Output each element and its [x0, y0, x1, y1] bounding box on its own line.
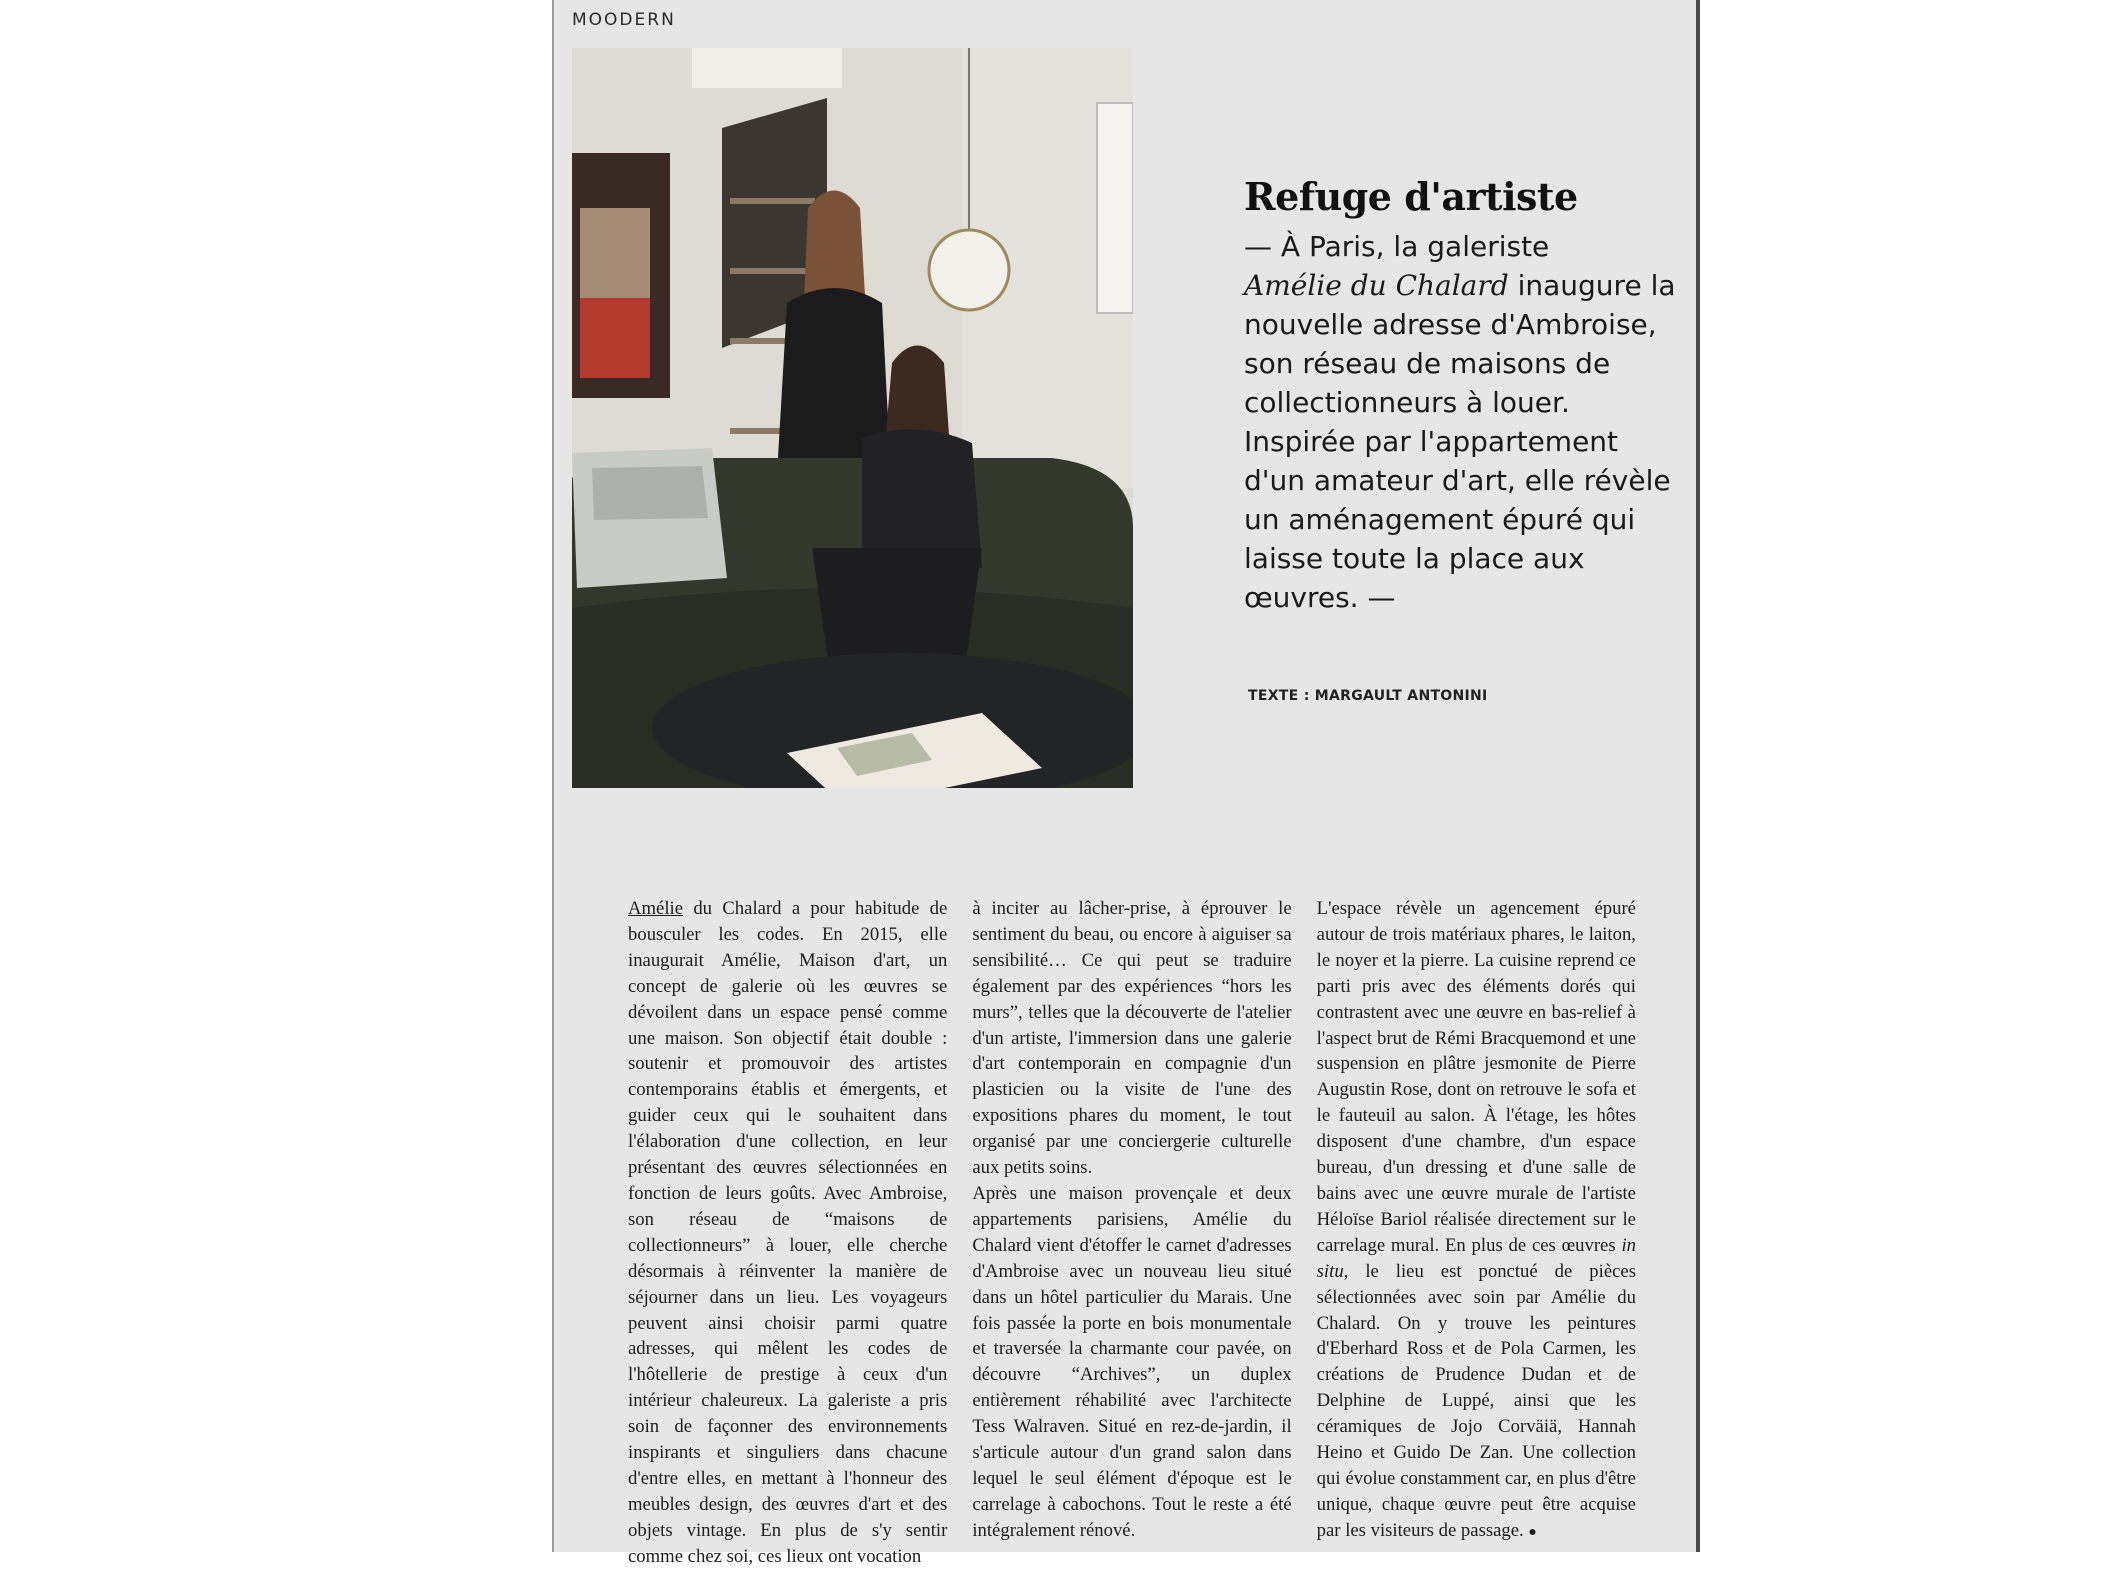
body-paragraph	[628, 896, 947, 1570]
article-title: Refuge d'artiste	[1244, 174, 1578, 219]
italic-term: in situ	[1316, 1234, 1636, 1282]
body-paragraph: Après une maison provençale et deux appartements parisiens, Amélie du Chalard vient d'étoffer le carnet d'adresses d'Ambroise avec un nouveau lieu situé dans un hôtel particulier du Marais. Une fois passée la porte en bois monumentale et traversée la charmante cour pavée, on découvre “Archives”, un duplex entièrement réhabilité avec l'architecte Tess Walraven. Situé en rez-de-jardin, il s'articule autour d'un grand salon dans lequel le seul élément d'époque est le carrelage à cabochons. Tout le reste a été intégralement rénové.	[972, 1182, 1292, 1541]
body-paragraph: à inciter au lâcher-prise, à éprouver le sentiment du beau, ou encore à aiguiser sa sensibilité… Ce qui peut se traduire également par des expériences “hors les murs”, telles que la découverte de l'atelier d'un artiste, l'immersion dans une galerie d'art contemporain en compagnie d'un plasticien ou la visite de l'une des expositions phares du moment, le tout organisé par une conciergerie culturelle aux petits soins.	[972, 898, 1292, 1179]
section-rubric: MOODERN	[572, 10, 676, 30]
body-paragraph	[1317, 896, 1636, 1546]
intro-block	[1244, 174, 1684, 617]
body-column-1	[628, 896, 947, 1570]
body-text: du Chalard a pour habitude de bousculer les codes. En 2015, elle inaugurait Amélie, Maison d'art, un concept de galerie où les œuvres se dévoilent dans un espace pensé comme une maison. Son objectif était double : soutenir et promouvoir des artistes contemporains établis et émergents, et guider ceux qui le souhaitent dans l'élaboration d'une collection, en leur présentant des œuvres sélectionnées en fonction de leurs goûts. Avec Ambroise, son réseau de “maisons de collectionneurs” à louer, elle cherche désormais à réinventer la manière de séjourner dans un lieu. Les voyageurs peuvent ainsi choisir parmi quatre adresses, qui mêlent les codes de l'hôtellerie de prestige à ceux d'un intérieur chaleureux. La galeriste a pris soin de façonner des environnements inspirants et singuliers dans chacune d'entre elles, en mettant à l'honneur des meubles design, des œuvres d'art et des objets vintage. En plus de s'y sentir comme chez soi, ces lieux ont vocation	[628, 898, 948, 1567]
end-mark: ●	[1528, 1524, 1537, 1540]
body-column-3	[1317, 896, 1636, 1570]
body-column-2	[972, 896, 1291, 1570]
author-credit: TEXTE : MARGAULT ANTONINI	[1248, 688, 1488, 704]
body-text: , le lieu est ponctué de pièces sélectionnées avec soin par Amélie du Chalard. On y trouve les peintures d'Eberhard Ross et de Pola Carmen, les créations de Prudence Dudan et de Delphine de Luppé, ainsi que les céramiques de Jojo Corväiä, Hannah Heino et Guido De Zan. Une collection qui évolue constamment car, en plus d'être unique, chaque œuvre peut être acquise par les visiteurs de passage.	[1316, 1260, 1636, 1541]
interior-photo-illustration	[572, 48, 1133, 788]
standfirst-name: Amélie du Chalard	[1244, 269, 1509, 302]
standfirst	[1244, 227, 1684, 617]
article-photo	[572, 48, 1133, 788]
magazine-page	[552, 0, 1700, 1567]
body-columns	[628, 896, 1636, 1570]
lead-word: Amélie	[628, 898, 684, 919]
standfirst-lead: — À Paris, la galeriste	[1244, 230, 1550, 263]
body-text: L'espace révèle un agencement épuré autour de trois matériaux phares, le laiton, le noyer et la pierre. La cuisine reprend ce parti pris avec des éléments dorés qui contrastent avec une œuvre en bas-relief à l'aspect brut de Rémi Bracquemond et une suspension en plâtre jesmonite de Pierre Augustin Rose, dont on retrouve le sofa et le fauteuil au salon. À l'étage, les hôtes disposent d'une chambre, d'un espace bureau, d'un dressing et d'une salle de bains avec une œuvre murale de l'artiste Héloïse Bariol réalisée directement sur le carrelage mural. En plus de ces œuvres	[1316, 898, 1636, 1256]
standfirst-body: inaugure la nouvelle adresse d'Ambroise, son réseau de maisons de collectionneurs à louer. Inspirée par l'appartement d'un amateur d'art, elle révèle un aménagement épuré qui laisse toute la place aux œuvres. —	[1244, 269, 1676, 614]
